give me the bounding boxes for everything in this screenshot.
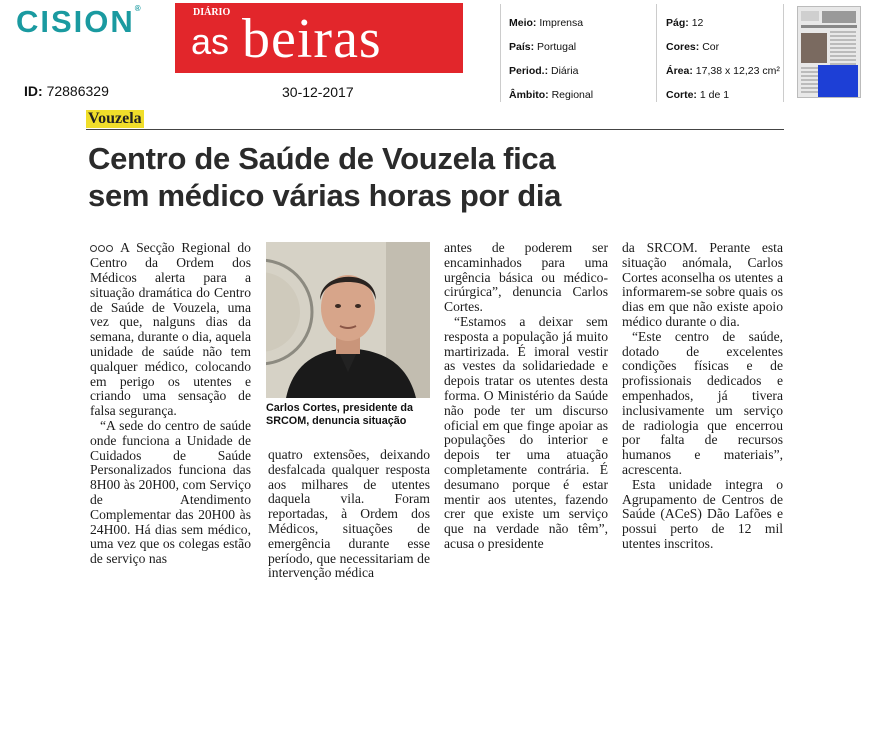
meta-pagina: Pág: 12 — [666, 17, 704, 29]
divider — [783, 4, 784, 102]
page-thumbnail[interactable] — [797, 6, 861, 98]
thumbnail-highlight — [818, 65, 858, 97]
article-column-1 — [90, 241, 251, 567]
paragraph: da SRCOM. Perante esta situação anómala, Carlos Cortes aconselha os utentes a informarem-se sobre quais os dias em que não existe apoio médico durante o dia. — [622, 240, 783, 329]
paragraph: “Estamos a deixar sem resposta a população já muito martirizada. É imoral vestir as vestes da solidariedade e depois tratar os utentes desta forma. O Ministério da Saúde não pode ter um discurso oficial em que finge apoiar as populações do interior e depois ter uma atuação completamente contrária. É desumano porque é estar mentir aos utentes, fazendo crer que existe um serviço que na verdade não têm”, acusa o presidente — [444, 313, 608, 551]
article-column-4 — [622, 241, 783, 552]
headline: Centro de Saúde de Vouzela fica sem médico várias horas por dia — [88, 141, 562, 213]
portrait-photo — [266, 242, 430, 398]
paragraph: “Este centro de saúde, dotado de excelentes condições físicas e de profissionais dedicados e empenhados, já tivera inclusivamente um serviço de radiologia que encerrou por falta de recursos humanos e materiais”, acrescenta. — [622, 328, 783, 477]
meta-periodicidade: Period.: Diária — [509, 65, 579, 77]
paragraph: Esta unidade integra o Agrupamento de Centros de Saúde (ACeS) Dão Lafões e possui perto de 12 mil utentes inscritos. — [622, 476, 783, 551]
masthead-logo — [175, 3, 463, 73]
paragraph: A Secção Regional do Centro da Ordem dos Médicos alerta para a situação dramática do Centro de Saúde de Vouzela, uma vez que, nalguns dias da semana, durante o dia, aquela unidade de saúde não tem qualquer médico, colocando em perigo os utentes e criando uma sensação de falsa segurança. — [90, 240, 251, 419]
photo-caption: Carlos Cortes, presidente da SRCOM, denuncia situação — [266, 402, 414, 427]
meta-ambito: Âmbito: Regional — [509, 89, 594, 101]
article-column-2 — [268, 448, 430, 581]
paragraph: antes de poderem ser encaminhados para uma urgência básica ou médico-cirúrgica”, denuncia Carlos Cortes. — [444, 240, 608, 315]
meta-pais: País: Portugal — [509, 41, 577, 53]
three-circles-icon — [90, 241, 114, 256]
meta-area: Área: 17,38 x 12,23 cm² — [666, 65, 780, 77]
meta-cores: Cores: Cor — [666, 41, 720, 53]
masthead-name: beiras — [242, 8, 382, 70]
article-column-3 — [444, 241, 608, 552]
meta-meio: Meio: Imprensa — [509, 17, 584, 29]
paragraph: “A sede do centro de saúde onde funciona a Unidade de Cuidados de Saúde Personalizados funciona das 8H00 às 20H00, com Serviço de Atendimento Complementar das 20H00 às 24H00. Há dias sem médico, uma vez que os colegas estão de serviço nas — [90, 418, 251, 567]
masthead-small: DIÁRIO — [193, 7, 231, 18]
clipping-id: ID: 72886329 — [24, 83, 109, 99]
meta-corte: Corte: 1 de 1 — [666, 89, 730, 101]
clipping-date: 30-12-2017 — [282, 84, 354, 100]
cision-logo: CISION® — [16, 4, 143, 39]
paragraph: quatro extensões, deixando desfalcada qualquer resposta aos milhares de utentes daquela vila. Foram reportadas, à Ordem dos Médicos, situações de emergência durante esse período, que necessitariam de intervenção médica — [268, 447, 430, 581]
divider — [500, 4, 501, 102]
masthead-as: as — [191, 21, 230, 62]
divider — [656, 4, 657, 102]
section-rule — [86, 129, 784, 130]
section-label: Vouzela — [88, 110, 142, 127]
